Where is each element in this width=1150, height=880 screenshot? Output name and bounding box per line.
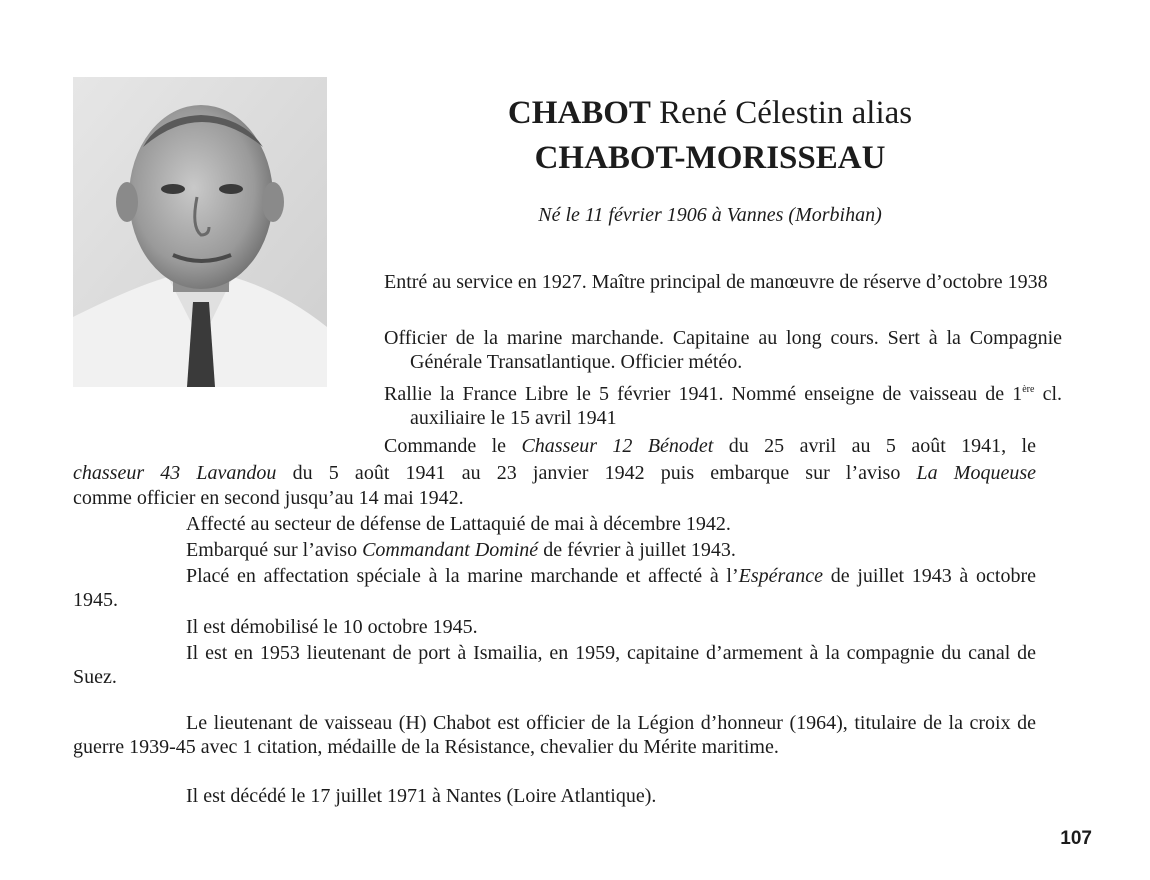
page-number: 107	[1060, 828, 1092, 849]
command-dates: du 25 avril au 5 août 1941, le	[713, 435, 1036, 457]
lattaquie-text: Affecté au secteur de défense de Lattaquié de mai à décembre 1942.	[186, 513, 731, 535]
paragraph-suez	[73, 641, 1036, 690]
paragraph-command-line-1	[73, 434, 1036, 458]
paragraph-aviso	[73, 538, 1036, 562]
portrait-photo-icon	[73, 77, 327, 387]
esperance-text: Placé en affectation spéciale à la marine marchande et affecté à l’	[186, 565, 739, 587]
ship-name-moqueuse: La Moqueuse	[916, 462, 1036, 484]
name-line-1	[400, 92, 1020, 134]
aviso-dates: de février à juillet 1943.	[538, 539, 736, 561]
death-text: Il est décédé le 17 juillet 1971 à Nantes (Loire Atlantique).	[186, 785, 657, 807]
demobilized-text: Il est démobilisé le 10 octobre 1945.	[186, 616, 478, 638]
ship-name-commandant-domine: Commandant Dominé	[362, 539, 539, 561]
paragraph-command-line-2	[73, 461, 1036, 485]
ship-name-lavandou: chasseur 43 Lavandou	[73, 462, 277, 484]
free-france-text: Rallie la France Libre le 5 février 1941. Nommé enseigne de vaisseau de 1	[384, 383, 1023, 405]
ship-name-esperance: Espérance	[738, 565, 824, 587]
portrait-photo	[73, 77, 327, 387]
paragraph-free-france	[384, 382, 1062, 431]
given-names: René Célestin alias	[659, 95, 913, 131]
command-text: Commande le	[384, 435, 522, 457]
paragraph-merchant-navy: Officier de la marine marchande. Capitaine au long cours. Sert à la Compagnie Générale Transatlantique. Officier météo.	[384, 327, 1062, 374]
paragraph-death	[73, 784, 1036, 808]
ordinal-sup: ère	[1022, 384, 1035, 395]
suez-text: Il est en 1953 lieutenant de port à Ismailia, en 1959, capitaine d’armement à la compagnie du canal de Suez.	[73, 642, 1036, 689]
free-france-rank: cl. auxiliaire le 15 avril 1941	[410, 383, 1062, 430]
paragraph-lattaquie	[73, 512, 1036, 536]
command-dates-2: du 5 août 1941 au 23 janvier 1942 puis embarque sur l’aviso	[276, 462, 917, 484]
paragraph-honours	[73, 711, 1036, 760]
aviso-text: Embarqué sur l’aviso	[186, 539, 363, 561]
paragraph-service: Entré au service en 1927. Maître principal de manœuvre de réserve d’octobre 1938	[384, 271, 1048, 293]
paragraph-command-line-3: comme officier en second jusqu’au 14 mai 1942.	[73, 487, 464, 509]
honours-text: Le lieutenant de vaisseau (H) Chabot est officier de la Légion d’honneur (1964), titulaire de la croix de guerre 1939-45 avec 1 citation, médaille de la Résistance, chevalier du Mérite maritime.	[73, 712, 1036, 759]
esperance-dates: de juillet 1943 à octobre 1945.	[73, 565, 1036, 612]
surname: CHABOT	[507, 95, 651, 131]
ship-name-benodet: Chasseur 12 Bénodet	[521, 435, 714, 457]
paragraph-demobilized	[73, 615, 1036, 639]
alias-name: CHABOT-MORISSEAU	[534, 140, 886, 176]
birth-info: Né le 11 février 1906 à Vannes (Morbihan)	[538, 204, 882, 226]
paragraph-esperance	[73, 564, 1036, 613]
